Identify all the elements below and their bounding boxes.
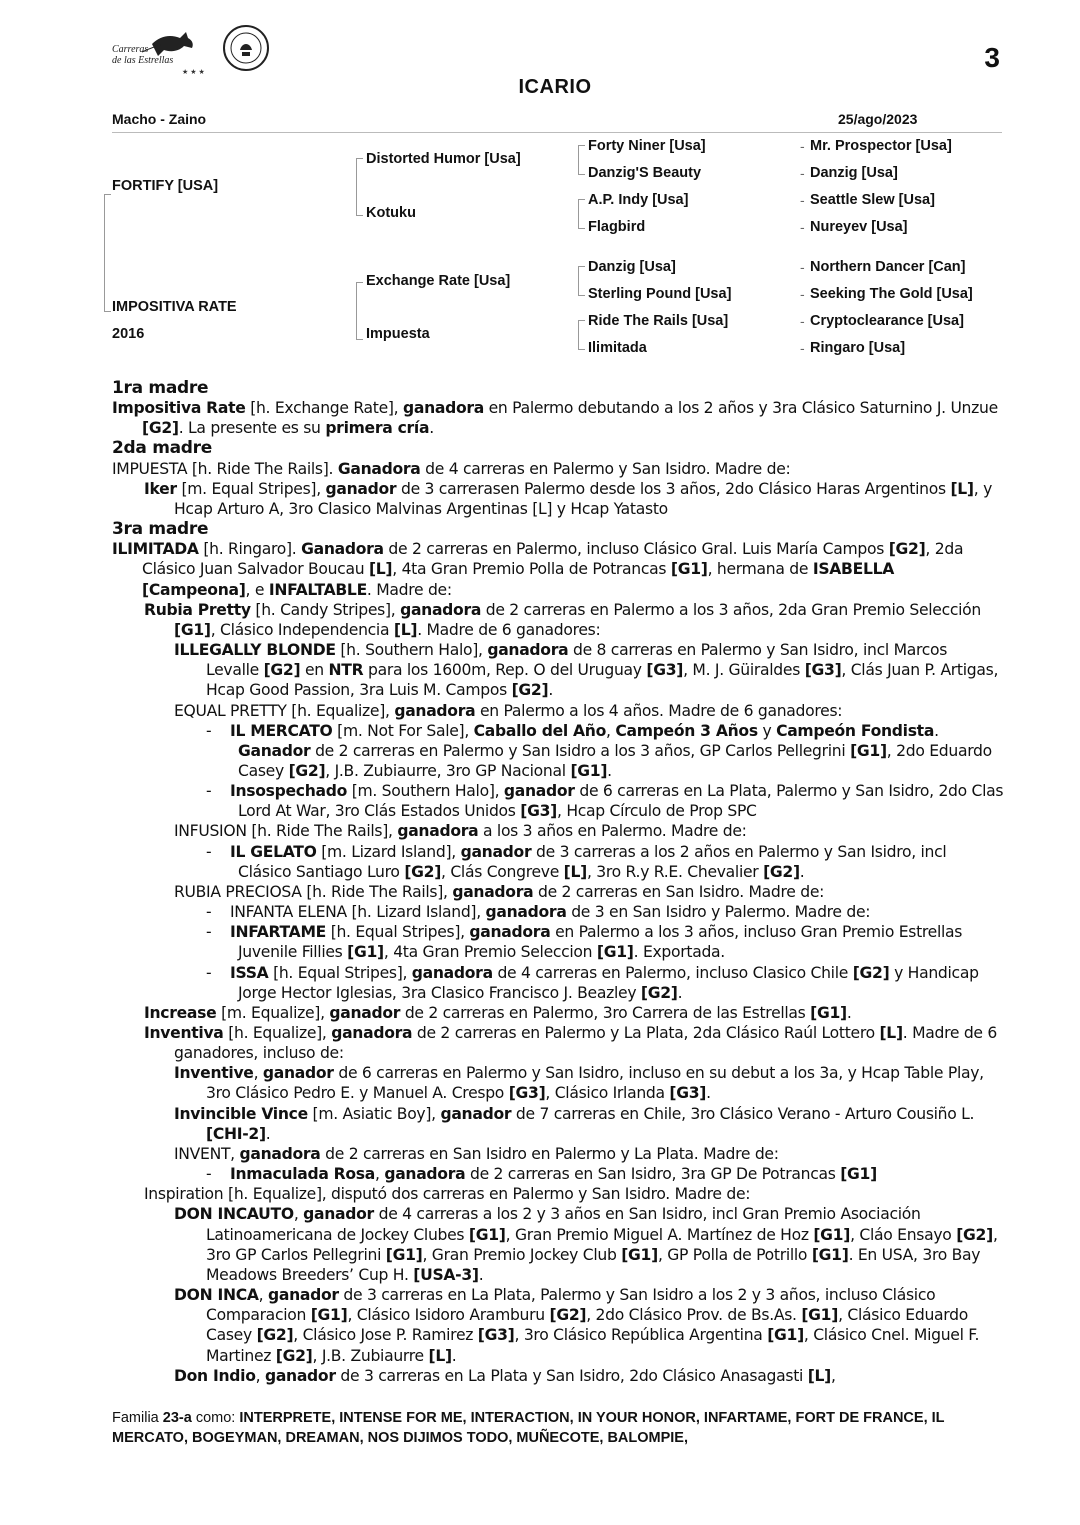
pedigree-gen3-5: Danzig [Usa]	[588, 259, 676, 275]
pedigree-gen2-4: Impuesta	[366, 326, 430, 342]
pedigree-dash: -	[800, 219, 805, 235]
produce-entry: EQUAL PRETTY [h. Equalize], ganadora en Palermo a los 4 años. Madre de 6 ganadores:	[174, 701, 843, 720]
produce-entry: - ISSA [h. Equal Stripes], ganadora de 4 carreras en Palermo, incluso Clasico Chile [G2] y Handicap Jorge Hector Iglesias, 3ra Clasico Francisco J. Beazley [G2].	[206, 963, 979, 1002]
dam-entry: ILIMITADA [h. Ringaro]. Ganadora de 2 carreras en Palermo, incluso Clásico Gral. Luis María Campos [G2], 2da Clásico Juan Salvador Boucau [L], 4ta Gran Premio Polla de Potrancas [G1], hermana de ISABELLA [Campeona], e INFALTABLE. Madre de:	[112, 540, 964, 599]
pedigree-gen3-8: Ilimitada	[588, 340, 647, 356]
section-heading-first-dam: 1ra madre	[112, 378, 209, 398]
pedigree-dash: -	[800, 165, 805, 181]
logo-line-1: Carreras	[112, 44, 149, 55]
pedigree-gen2-2: Kotuku	[366, 205, 416, 221]
pedigree-dam-year: 2016	[112, 326, 145, 342]
produce-entry: INFUSION [h. Ride The Rails], ganadora a los 3 años en Palermo. Madre de:	[174, 822, 747, 841]
pedigree-gen4-4: Nureyev [Usa]	[810, 219, 908, 235]
header-divider	[112, 132, 1002, 133]
pedigree-dash: -	[800, 192, 805, 208]
produce-entry: - INFARTAME [h. Equal Stripes], ganadora en Palermo a los 3 años, incluso Gran Premio Estrellas Juvenile Fillies [G1], 4ta Gran Premio Seleccion [G1]. Exportada.	[206, 923, 963, 962]
pedigree-gen4-1: Mr. Prospector [Usa]	[810, 138, 952, 154]
produce-entry: Inventive, ganador de 6 carreras en Palermo y San Isidro, incluso en su debut a los 3a, y Hcap Table Play, 3ro Clásico Pedro E. y Manuel A. Crespo [G3], Clásico Irlanda [G3].	[174, 1064, 984, 1103]
pedigree-line	[104, 194, 111, 312]
pedigree-gen2-3: Exchange Rate [Usa]	[366, 273, 511, 289]
pedigree-gen3-7: Ride The Rails [Usa]	[588, 313, 729, 329]
lot-number: 3	[984, 42, 1000, 73]
produce-entry: Invincible Vince [m. Asiatic Boy], ganador de 7 carreras en Chile, 3ro Clásico Verano - Arturo Cousiño L. [CHI-2].	[174, 1104, 975, 1143]
produce-entry: - IL GELATO [m. Lizard Island], ganador de 3 carreras a los 2 años en Palermo y San Isidro, incl Clásico Santiago Luro [G2], Clás Congreve [L], 3ro R.y R.E. Chevalier [G2].	[206, 842, 947, 881]
svg-text:★ ★ ★: ★ ★ ★	[182, 69, 205, 74]
header-logos	[112, 22, 282, 74]
produce-entry: DON INCAUTO, ganador de 4 carreras a los 2 y 3 años en San Isidro, incl Gran Premio Asociación Latinoamericana de Jockey Clubes [G1], Gran Premio Miguel A. Martínez de Hoz [G1], Cláo Ensayo [G2], 3ro GP Carlos Pellegrini [G1], Gran Premio Jockey Club [G1], GP Polla de Potrillo [G1]. En USA, 3ro Bay Meadows Breeders’ Cup H. [USA-3].	[174, 1205, 998, 1284]
produce-entry: ILLEGALLY BLONDE [h. Southern Halo], ganadora de 8 carreras en Palermo y San Isidro, incl Marcos Levalle [G2] en NTR para los 1600m, Rep. O del Uruguay [G3], M. J. Güiraldes [G3], Clás Juan P. Artigas, Hcap Good Passion, 3ra Luis M. Campos [G2].	[174, 641, 999, 700]
family-number: 23-a	[162, 1410, 192, 1426]
family-names: INTERPRETE, INTENSE FOR ME, INTERACTION, IN YOUR HONOR, INFARTAME, FORT DE FRANCE, IL MERCATO, BOGEYMAN, DREAMAN, NOS DIJIMOS TODO, MUÑECOTE, BALOMPIE,	[112, 1410, 945, 1446]
produce-entry: Inventiva [h. Equalize], ganadora de 2 carreras en Palermo y La Plata, 2da Clásico Raúl Lottero [L]. Madre de 6 ganadores, incluso de:	[144, 1024, 997, 1063]
pedigree-line	[578, 266, 585, 296]
produce-entry: - IL MERCATO [m. Not For Sale], Caballo del Año, Campeón 3 Años y Campeón Fondista. Ganador de 2 carreras en Palermo y San Isidro a los 3 años, GP Carlos Pellegrini [G1], 2do Eduardo Casey [G2], J.B. Zubiaurre, 3ro GP Nacional [G1].	[206, 721, 992, 780]
pedigree-gen4-8: Ringaro [Usa]	[810, 340, 906, 356]
pedigree-gen4-6: Seeking The Gold [Usa]	[810, 286, 973, 302]
breeders-cup-seal-icon	[222, 24, 270, 72]
section-heading-second-dam: 2da madre	[112, 438, 212, 459]
pedigree-sire: FORTIFY [USA]	[112, 178, 219, 194]
produce-entry: - Insospechado [m. Southern Halo], ganador de 6 carreras en La Plata, Palermo y San Isidro, 2do Clas Lord At War, 3ro Clás Estados Unidos [G3], Hcap Círculo de Prop SPC	[206, 782, 1004, 821]
pedigree-gen4-7: Cryptoclearance [Usa]	[810, 313, 964, 329]
family-footer	[112, 1408, 1012, 1448]
logo-text	[112, 44, 173, 66]
dam-entry: Impositiva Rate [h. Exchange Rate], ganadora en Palermo debutando a los 2 años y 3ra Clásico Saturnino J. Unzue [G2]. La presente es su primera cría.	[112, 399, 998, 438]
produce-entry: Iker [m. Equal Stripes], ganador de 3 carrerasen Palermo desde los 3 años, 2do Clásico Haras Argentinos [L], y Hcap Arturo A, 3ro Clasico Malvinas Argentinas [L] y Hcap Yatasto	[144, 479, 993, 518]
section-heading-third-dam: 3ra madre	[112, 519, 209, 540]
produce-entry: RUBIA PRECIOSA [h. Ride The Rails], ganadora de 2 carreras en San Isidro. Madre de:	[174, 882, 825, 901]
pedigree-gen4-3: Seattle Slew [Usa]	[810, 192, 935, 208]
pedigree-line	[356, 282, 363, 340]
pedigree-dash: -	[800, 138, 805, 154]
pedigree-dash: -	[800, 286, 805, 302]
produce-entry: Don Indio, ganador de 3 carreras en La Plata y San Isidro, 2do Clásico Anasagasti [L],	[174, 1366, 836, 1385]
pedigree-gen3-4: Flagbird	[588, 219, 646, 235]
produce-entry: INVENT, ganadora de 2 carreras en San Isidro en Palermo y La Plata. Madre de:	[174, 1144, 779, 1163]
pedigree-gen3-1: Forty Niner [Usa]	[588, 138, 706, 154]
produce-entry: - Inmaculada Rosa, ganadora de 2 carreras en San Isidro, 3ra GP De Potrancas [G1]	[206, 1165, 877, 1184]
pedigree-gen3-6: Sterling Pound [Usa]	[588, 286, 732, 302]
dam-entry: IMPUESTA [h. Ride The Rails]. Ganadora de 4 carreras en Palermo y San Isidro. Madre de:	[112, 459, 791, 478]
horse-name: ICARIO	[518, 76, 592, 98]
produce-entry: Rubia Pretty [h. Candy Stripes], ganadora de 2 carreras en Palermo a los 3 años, 2da Gran Premio Selección [G1], Clásico Independencia [L]. Madre de 6 ganadores:	[144, 600, 981, 639]
family-label: Familia	[112, 1410, 159, 1426]
pedigree-line	[578, 145, 585, 175]
logo-line-2: de las Estrellas	[112, 55, 174, 66]
produce-record	[112, 378, 1004, 1386]
pedigree-line	[578, 320, 585, 350]
pedigree-dash: -	[800, 313, 805, 329]
pedigree-gen3-2: Danzig'S Beauty	[588, 165, 702, 181]
pedigree-gen4-2: Danzig [Usa]	[810, 165, 898, 181]
family-como: como:	[195, 1410, 236, 1426]
pedigree-gen4-5: Northern Dancer [Can]	[810, 259, 966, 275]
pedigree-gen2-1: Distorted Humor [Usa]	[366, 151, 521, 167]
produce-entry: Increase [m. Equalize], ganador de 2 carreras en Palermo, 3ro Carrera de las Estrellas [G1].	[144, 1003, 852, 1022]
produce-entry: DON INCA, ganador de 3 carreras en La Plata, Palermo y San Isidro a los 2 y 3 años, incluso Clásico Comparacion [G1], Clásico Isidoro Aramburu [G2], 2do Clásico Prov. de Bs.As. [G1], Clásico Eduardo Casey [G2], Clásico Jose P. Ramirez [G3], 3ro Clásico República Argentina [G1], Clásico Cnel. Miguel F. Martinez [G2], J.B. Zubiaurre [L].	[174, 1286, 980, 1365]
sale-date: 25/ago/2023	[838, 111, 918, 127]
pedigree-gen3-3: A.P. Indy [Usa]	[588, 192, 689, 208]
pedigree-dash: -	[800, 340, 805, 356]
pedigree-dash: -	[800, 259, 805, 275]
pedigree-dam: IMPOSITIVA RATE	[112, 299, 237, 315]
pedigree-line	[578, 199, 585, 229]
produce-entry: - INFANTA ELENA [h. Lizard Island], ganadora de 3 en San Isidro y Palermo. Madre de:	[206, 903, 871, 922]
produce-entry: Inspiration [h. Equalize], disputó dos carreras en Palermo y San Isidro. Madre de:	[144, 1185, 751, 1204]
pedigree-line	[356, 158, 363, 216]
sex-color: Macho - Zaino	[112, 111, 207, 127]
